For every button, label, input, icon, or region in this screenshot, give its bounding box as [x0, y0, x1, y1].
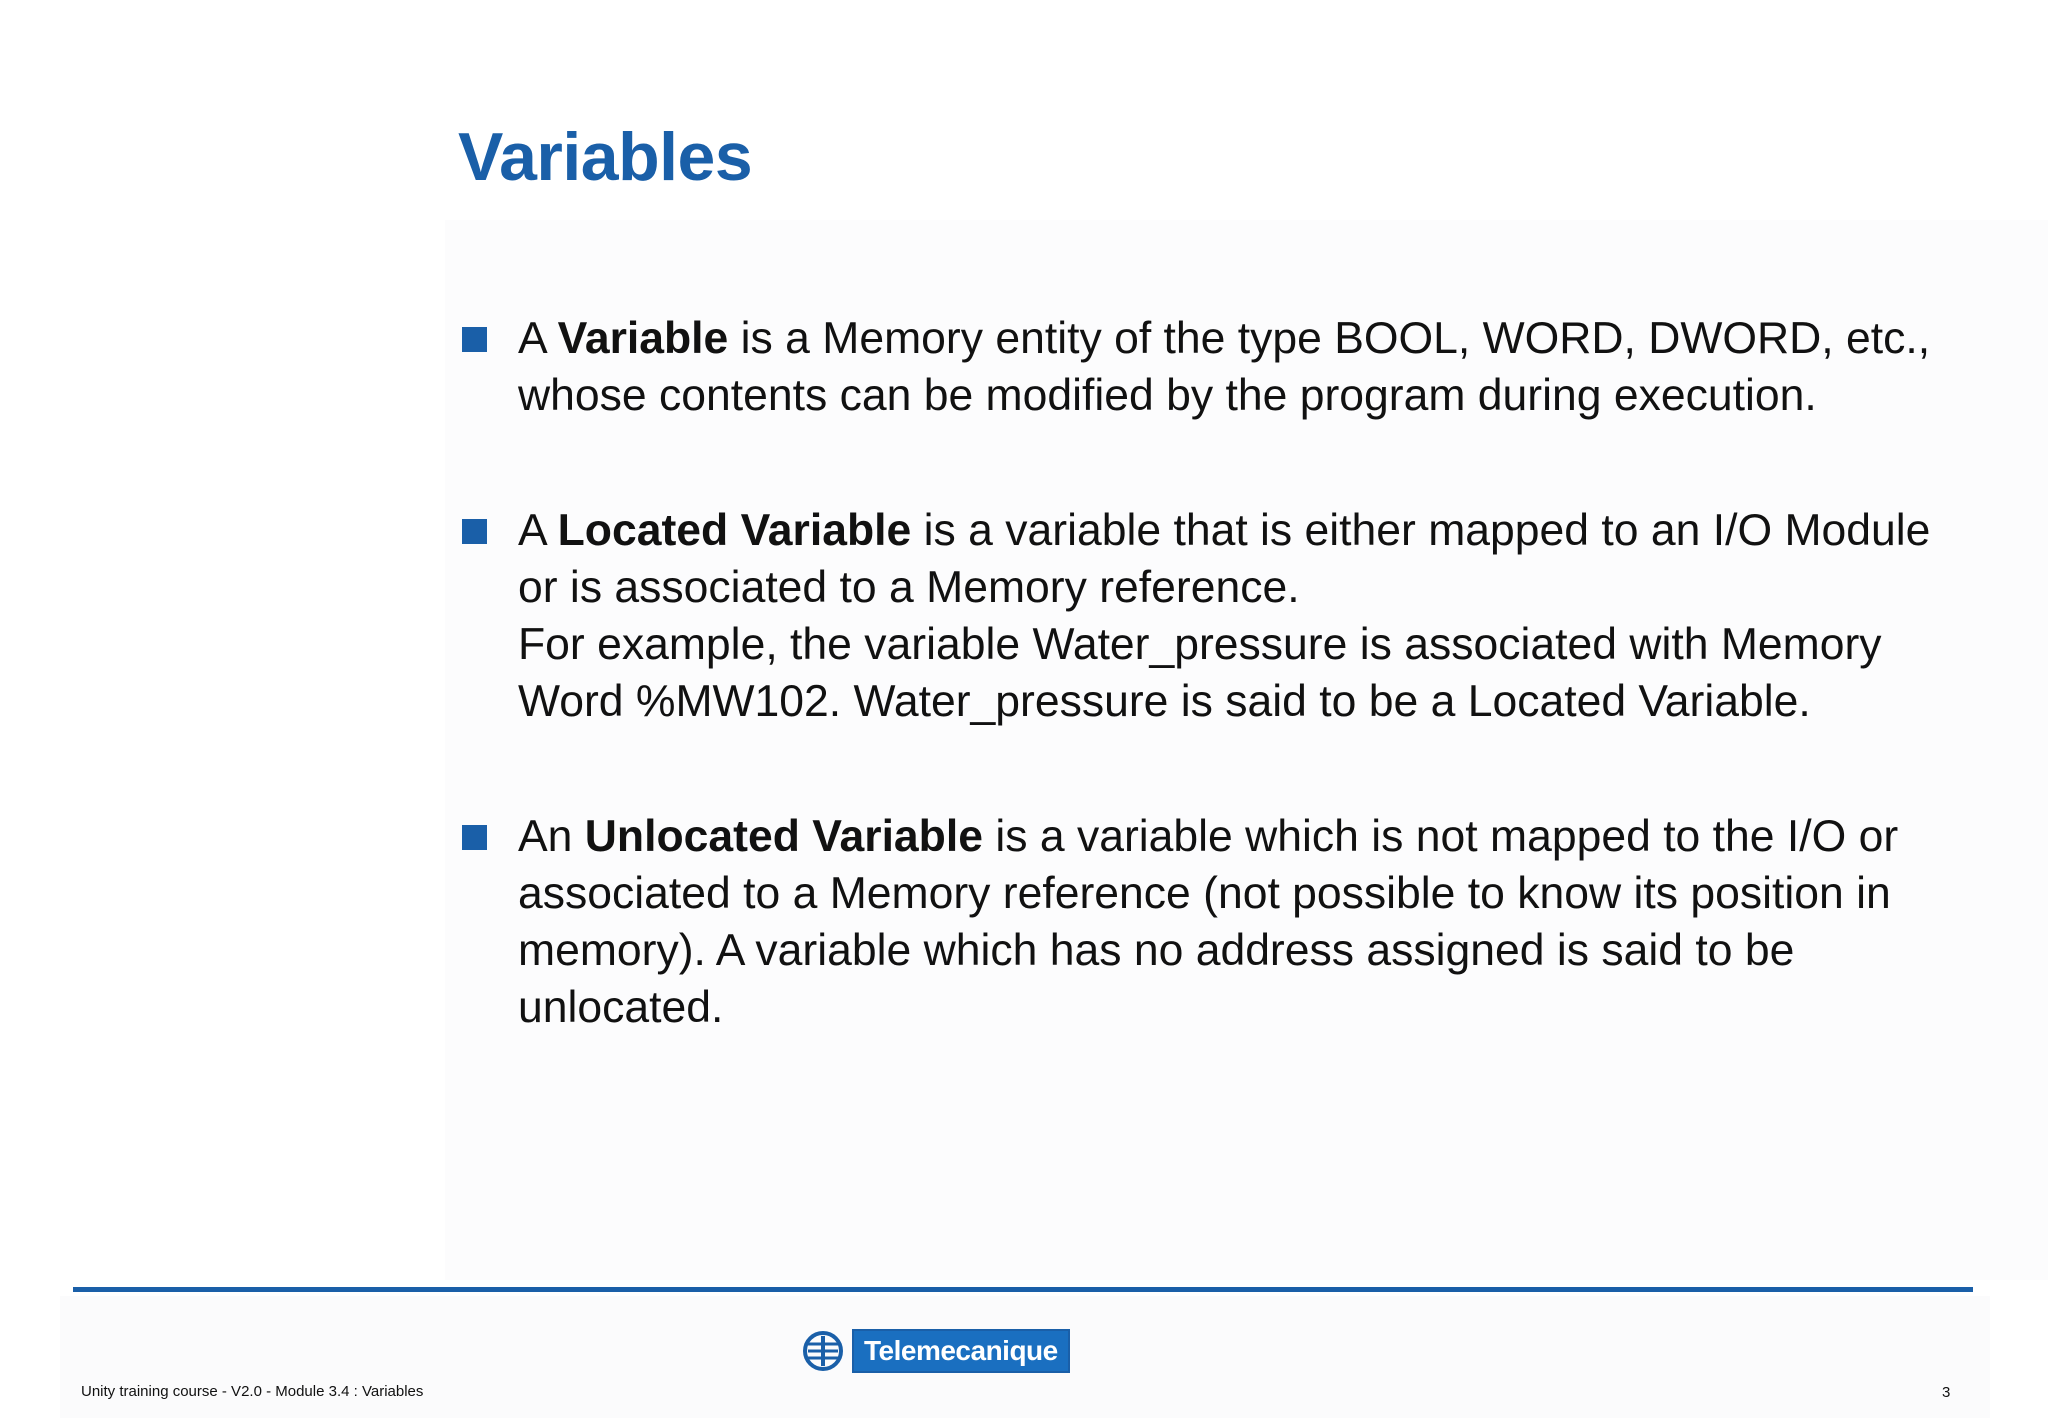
brand-wordmark: Telemecanique: [852, 1329, 1070, 1373]
bullet-term: Located Variable: [557, 506, 912, 555]
footer-divider: [73, 1287, 1973, 1292]
square-bullet-icon: [462, 327, 487, 352]
bullet-term: Variable: [557, 314, 729, 363]
bullet-term: Unlocated Variable: [584, 812, 983, 861]
bullet-list: [460, 310, 1940, 1036]
bullet-unlocated-variable: [460, 808, 1940, 1036]
bullet-text: [518, 506, 1930, 726]
square-bullet-icon: [462, 825, 487, 850]
bullet-text: [518, 812, 1898, 1032]
bullet-body: is a variable which is not mapped to the I/O or associated to a Memory reference (not possible to know its position in memory). A variable which has no address assigned is said to be unlocated.: [518, 812, 1899, 1032]
page-number: 3: [1942, 1384, 1951, 1401]
telemecanique-logo-icon: [802, 1330, 844, 1372]
slide-title: Variables: [458, 119, 753, 195]
bullet-located-variable: [460, 502, 1940, 730]
bullet-example: For example, the variable Water_pressure is associated with Memory Word %MW102. Water_pressure is said to be a Located Variable.: [518, 620, 1882, 726]
bullet-prefix: An: [518, 812, 585, 861]
bullet-prefix: A: [518, 506, 558, 555]
bullet-prefix: A: [518, 314, 558, 363]
bullet-text: [518, 314, 1930, 420]
bullet-body: is a variable that is either mapped to an I/O Module or is associated to a Memory reference.: [518, 506, 1931, 612]
course-footer-text: Unity training course - V2.0 - Module 3.4 : Variables: [81, 1383, 424, 1400]
bullet-variable: [460, 310, 1940, 424]
telemecanique-logo: [802, 1329, 1070, 1373]
square-bullet-icon: [462, 519, 487, 544]
bullet-body: is a Memory entity of the type BOOL, WORD, DWORD, etc., whose contents can be modified by the program during execution.: [518, 314, 1931, 420]
